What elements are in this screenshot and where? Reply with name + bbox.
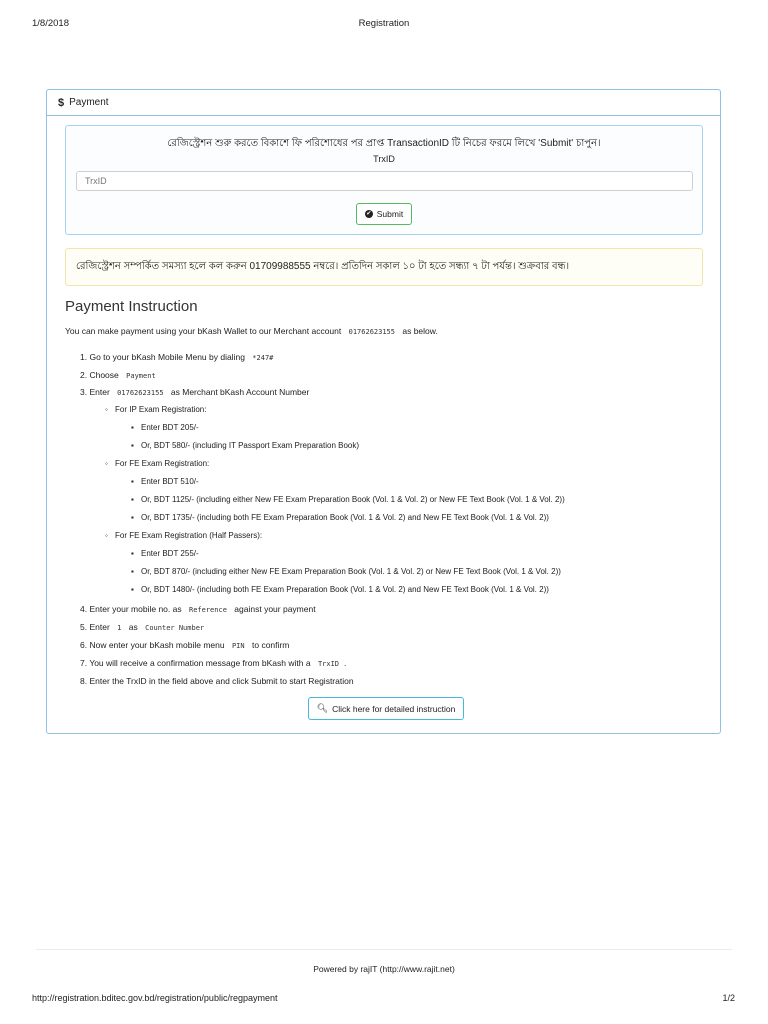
step-6 xyxy=(80,640,289,650)
step-text: Enter xyxy=(89,622,110,632)
intro-text-after: as below. xyxy=(402,326,438,336)
step-text-after: as Merchant bKash Account Number xyxy=(170,387,310,397)
step-code: Payment xyxy=(126,372,156,380)
instruction-title: Payment Instruction xyxy=(65,298,198,315)
trxid-label: TrxID xyxy=(373,154,395,164)
step-text: Now enter your bKash mobile menu xyxy=(89,640,225,650)
step-code: Reference xyxy=(188,606,227,614)
submit-button[interactable] xyxy=(356,203,412,225)
helpline-notice xyxy=(65,248,703,286)
dollar-icon: $ xyxy=(58,96,65,109)
sub-fe-half-item xyxy=(131,585,549,594)
print-date: 1/8/2018 xyxy=(32,18,69,29)
square-bullet-icon: ▪ xyxy=(131,423,134,432)
step-7 xyxy=(80,658,346,668)
search-icon: 🔍︎ xyxy=(316,703,329,713)
step-number: 6. xyxy=(80,640,88,650)
sub-fe-label xyxy=(105,459,209,468)
step-number: 4. xyxy=(80,604,88,614)
sub-item-text: Or, BDT 1480/- (including both FE Exam Preparation Book (Vol. 1 & Vol. 2) and New FE Text Book (Vol. 1 & Vol. 2)) xyxy=(141,585,549,594)
square-bullet-icon: ▪ xyxy=(131,513,134,522)
step-number: 2. xyxy=(80,370,88,380)
sub-fe-item xyxy=(131,477,199,486)
powered-by: Powered by rajIT (http://www.rajit.net) xyxy=(313,964,455,974)
step-text: Go to your bKash Mobile Menu by dialing xyxy=(89,352,245,362)
instruction-intro xyxy=(65,326,438,336)
detailed-instruction-label: Click here for detailed instruction xyxy=(332,703,456,714)
sub-fe-half-item xyxy=(131,549,199,558)
sub-fe-half-item xyxy=(131,567,561,576)
step-text-mid: as xyxy=(128,622,138,632)
submit-label: Submit xyxy=(376,209,404,219)
step-3 xyxy=(80,387,309,397)
payment-form-box xyxy=(65,125,703,235)
step-value: 1 xyxy=(117,624,122,632)
sub-item-text: Or, BDT 1125/- (including either New FE Exam Preparation Book (Vol. 1 & Vol. 2) or New FE Text Book (Vol. 1 & Vol. 2)) xyxy=(141,495,565,504)
circle-bullet-icon: ◦ xyxy=(105,405,108,414)
step-text-after: . xyxy=(344,658,347,668)
sub-label-text: For FE Exam Registration (Half Passers): xyxy=(115,531,263,540)
sub-ip-item xyxy=(131,441,359,450)
circle-bullet-icon: ◦ xyxy=(105,531,108,540)
step-4 xyxy=(80,604,316,614)
circle-bullet-icon: ◦ xyxy=(105,459,108,468)
step-code: TrxID xyxy=(317,660,340,668)
print-url: http://registration.bditec.gov.bd/registration/public/regpayment xyxy=(32,993,278,1003)
square-bullet-icon: ▪ xyxy=(131,441,134,450)
sub-label-text: For IP Exam Registration: xyxy=(115,405,207,414)
trxid-input[interactable] xyxy=(76,171,693,191)
square-bullet-icon: ▪ xyxy=(131,567,134,576)
sub-ip-label xyxy=(105,405,206,414)
step-code: PIN xyxy=(231,642,245,650)
print-page-number: 1/2 xyxy=(722,993,735,1003)
sub-item-text: Or, BDT 580/- (including IT Passport Exam Preparation Book) xyxy=(141,441,360,450)
step-8 xyxy=(80,676,354,686)
sub-label-text: For FE Exam Registration: xyxy=(115,459,210,468)
payment-panel xyxy=(46,89,721,734)
print-title: Registration xyxy=(358,18,410,29)
step-number: 5. xyxy=(80,622,88,632)
panel-heading-label: Payment xyxy=(69,97,109,108)
footer-divider xyxy=(36,949,732,950)
step-text: Enter your mobile no. as xyxy=(89,604,182,614)
step-text-after: against your payment xyxy=(234,604,316,614)
detailed-instruction-button[interactable] xyxy=(308,697,464,720)
sub-fe-item xyxy=(131,513,549,522)
sub-item-text: Or, BDT 870/- (including either New FE Exam Preparation Book (Vol. 1 & Vol. 2) or New FE Text Book (Vol. 1 & Vol. 2)) xyxy=(141,567,561,576)
step-number: 8. xyxy=(80,676,88,686)
sub-item-text: Enter BDT 255/- xyxy=(141,549,199,558)
step-text: Enter xyxy=(89,387,110,397)
square-bullet-icon: ▪ xyxy=(131,549,134,558)
step-text: You will receive a confirmation message from bKash with a xyxy=(89,658,311,668)
step-code: 01762623155 xyxy=(117,389,164,397)
sub-item-text: Enter BDT 510/- xyxy=(141,477,199,486)
panel-heading xyxy=(47,90,720,116)
step-2 xyxy=(80,370,161,380)
sub-item-text: Or, BDT 1735/- (including both FE Exam Preparation Book (Vol. 1 & Vol. 2) and New FE Text Book (Vol. 1 & Vol. 2)) xyxy=(141,513,549,522)
bangla-instruction: রেজিস্ট্রেশন শুরু করতে বিকাশে ফি পরিশোধের পর প্রাপ্ত TransactionID টি নিচের ফরমে লিখে 'Submit' চাপুন। xyxy=(167,138,601,149)
square-bullet-icon: ▪ xyxy=(131,477,134,486)
check-circle-icon: ✔ xyxy=(366,211,372,217)
step-number: 7. xyxy=(80,658,88,668)
step-text: Enter the TrxID in the field above and click Submit to start Registration xyxy=(89,676,354,686)
step-text: Choose xyxy=(89,370,119,380)
intro-text: You can make payment using your bKash Wallet to our Merchant account xyxy=(65,326,342,336)
step-code: *247# xyxy=(252,354,274,362)
square-bullet-icon: ▪ xyxy=(131,585,134,594)
step-number: 3. xyxy=(80,387,88,397)
step-number: 1. xyxy=(80,352,88,362)
sub-ip-item xyxy=(131,423,199,432)
step-code: Counter Number xyxy=(145,624,205,632)
step-5 xyxy=(80,622,209,632)
sub-item-text: Enter BDT 205/- xyxy=(141,423,199,432)
step-text-after: to confirm xyxy=(252,640,290,650)
sub-fe-half-label xyxy=(105,531,262,540)
square-bullet-icon: ▪ xyxy=(131,495,134,504)
merchant-account: 01762623155 xyxy=(348,328,395,336)
sub-fe-item xyxy=(131,495,565,504)
helpline-text: রেজিস্ট্রেশন সম্পর্কিত সমস্যা হলে কল করুন 01709988555 নম্বরে। প্রতিদিন সকাল ১০ টা হতে সন্ধ্যা ৭ টা পর্যন্ত। শুক্রবার বন্ধ। xyxy=(76,260,570,272)
step-1 xyxy=(80,352,278,362)
